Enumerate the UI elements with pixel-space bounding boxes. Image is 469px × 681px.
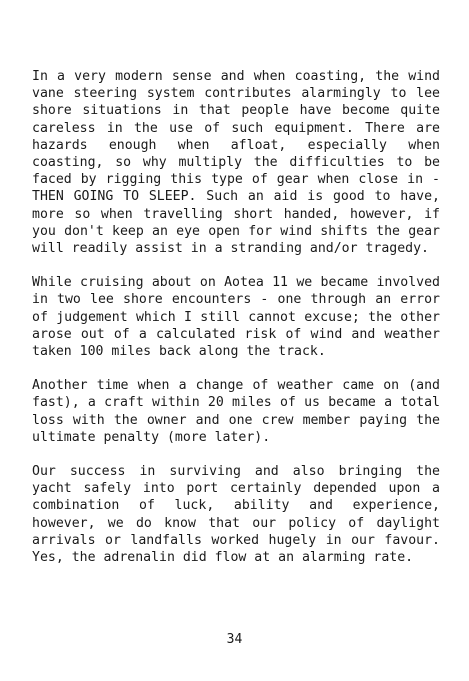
paragraph-wind-vane: In a very modern sense and when coasting, the wind vane steering system contributes alarmingly to lee shore situations in that people have become quite careless in the use of such equipment. There are hazards enough when afloat, especially when coasting, so why multiply the difficulties to be faced by rigging this type of gear when close in - THEN GOING TO SLEEP. Such an aid is good to have, more so when travelling short handed, however, if you don't keep an eye open for wind shifts the gear will readily assist in a stranding and/or tragedy. xyxy=(32,69,440,257)
paragraph-aotea: While cruising about on Aotea 11 we became involved in two lee shore encounters - one through an error of judgement which I still cannot excuse; the other arose out of a calculated risk of wind and weather taken 100 miles back along the track. xyxy=(32,275,440,360)
page-number: 34 xyxy=(226,632,243,647)
paragraph-weather-change: Another time when a change of weather came on (and fast), a craft within 20 miles of us became a total loss with the owner and one crew member paying the ultimate penalty (more later). xyxy=(32,378,440,445)
paragraph-success: Our success in surviving and also bringing the yacht safely into port certainly depended upon a combination of luck, ability and experience, however, we do know that our policy of daylight arrivals or landfalls worked hugely in our favour. Yes, the adrenalin did flow at an alarming rate. xyxy=(32,464,440,566)
body-text xyxy=(32,68,440,583)
